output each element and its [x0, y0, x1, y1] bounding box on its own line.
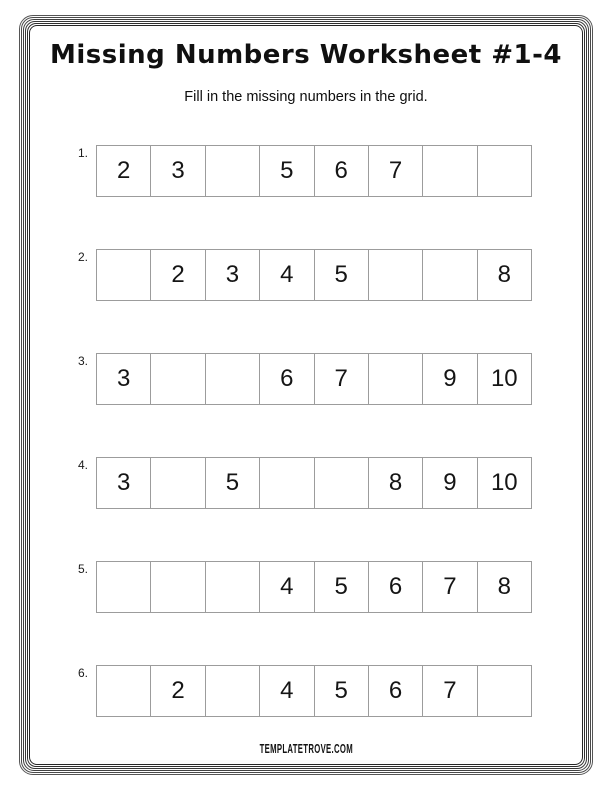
grid-cell: 8 [477, 561, 532, 613]
grid-cell: 5 [259, 145, 314, 197]
row-number-label: 2. [77, 250, 88, 264]
grid-cell: 3 [205, 249, 260, 301]
grid-cell: 3 [96, 457, 151, 509]
grid-cell-empty[interactable] [477, 145, 532, 197]
grid-cell-empty[interactable] [205, 353, 260, 405]
grid-cell: 2 [150, 249, 205, 301]
number-row-5 [60, 561, 532, 613]
number-row-1 [60, 145, 532, 197]
grid-cell: 10 [477, 353, 532, 405]
grid-cell: 2 [96, 145, 151, 197]
grid-cell-empty[interactable] [422, 249, 477, 301]
number-grid [96, 353, 532, 405]
grid-cell: 7 [422, 665, 477, 717]
grid-cell: 7 [314, 353, 369, 405]
grid-cell: 3 [96, 353, 151, 405]
number-row-3 [60, 353, 532, 405]
grid-cell: 9 [422, 457, 477, 509]
grid-cell: 6 [314, 145, 369, 197]
grid-cell-empty[interactable] [205, 665, 260, 717]
number-row-4 [60, 457, 532, 509]
grid-cell-empty[interactable] [150, 561, 205, 613]
row-number-label: 5. [77, 562, 88, 576]
grid-cell-empty[interactable] [205, 561, 260, 613]
grid-cell: 6 [259, 353, 314, 405]
grid-cell: 10 [477, 457, 532, 509]
footer-site-logo: TEMPLATETROVE.COM [259, 742, 353, 756]
number-row-6 [60, 665, 532, 717]
number-grid [96, 457, 532, 509]
grid-cell-empty[interactable] [96, 561, 151, 613]
grid-cell: 7 [422, 561, 477, 613]
instructions-text: Fill in the missing numbers in the grid. [184, 89, 428, 105]
row-number-label: 3. [77, 354, 88, 368]
number-grid [96, 665, 532, 717]
footer [0, 740, 612, 758]
grid-cell-empty[interactable] [259, 457, 314, 509]
number-grid [96, 561, 532, 613]
grid-cell: 8 [368, 457, 423, 509]
grid-cell: 6 [368, 561, 423, 613]
grid-cell-empty[interactable] [314, 457, 369, 509]
grid-cell: 4 [259, 249, 314, 301]
grid-cell: 4 [259, 665, 314, 717]
grid-cell-empty[interactable] [477, 665, 532, 717]
grid-cell: 5 [314, 561, 369, 613]
grid-cell: 9 [422, 353, 477, 405]
grid-cell: 8 [477, 249, 532, 301]
grid-cell-empty[interactable] [368, 353, 423, 405]
grid-cell-empty[interactable] [205, 145, 260, 197]
number-grid [96, 145, 532, 197]
grid-cell: 5 [314, 665, 369, 717]
grid-cell-empty[interactable] [150, 457, 205, 509]
row-number-label: 1. [77, 146, 88, 160]
grid-cell: 4 [259, 561, 314, 613]
grid-cell-empty[interactable] [150, 353, 205, 405]
row-number-label: 6. [77, 666, 88, 680]
grid-cell: 6 [368, 665, 423, 717]
grid-cell-empty[interactable] [96, 249, 151, 301]
number-grid [96, 249, 532, 301]
grid-cell: 5 [314, 249, 369, 301]
row-number-label: 4. [77, 458, 88, 472]
grid-cell: 7 [368, 145, 423, 197]
grid-cell-empty[interactable] [422, 145, 477, 197]
grid-cell: 5 [205, 457, 260, 509]
grid-cell-empty[interactable] [96, 665, 151, 717]
grid-cell-empty[interactable] [368, 249, 423, 301]
grid-cell: 3 [150, 145, 205, 197]
number-row-2 [60, 249, 532, 301]
page-title: Missing Numbers Worksheet #1-4 [50, 40, 562, 70]
grid-cell: 2 [150, 665, 205, 717]
